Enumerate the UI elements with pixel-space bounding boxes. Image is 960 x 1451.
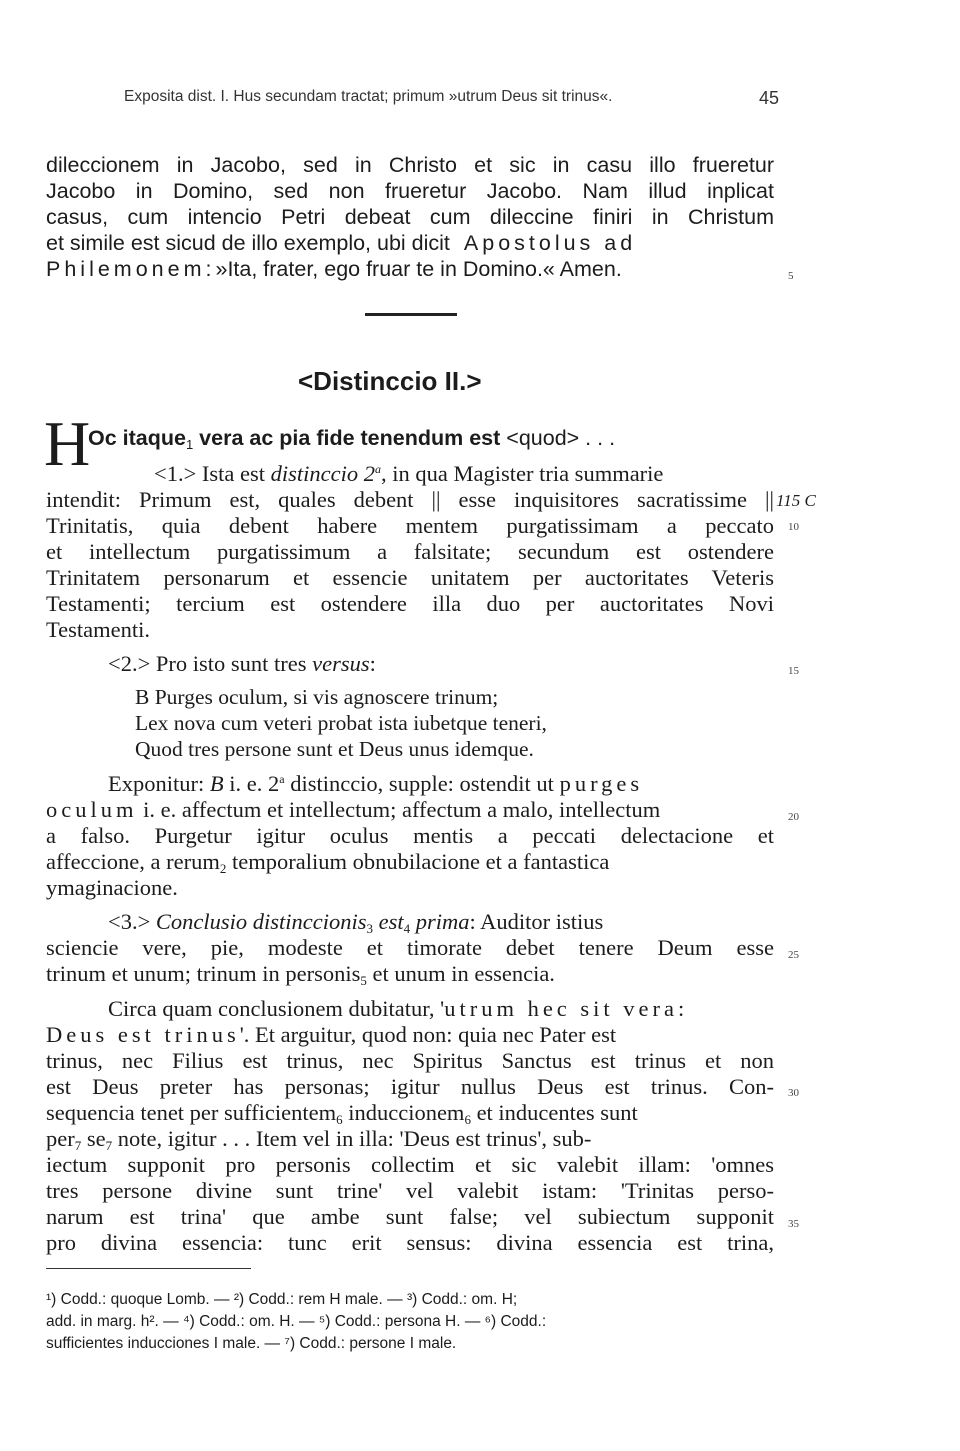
line-number: 15 — [788, 665, 799, 677]
text-line: Testamenti. — [46, 617, 151, 642]
text-line — [108, 909, 774, 935]
text-span: se — [81, 1126, 106, 1151]
text-span: et inducentes sunt — [470, 1100, 638, 1125]
text-span: Exponitur: — [108, 771, 210, 796]
line-number: 30 — [788, 1087, 799, 1099]
text-span: »Ita, frater, ego fruar te in Domino.« Amen. — [215, 257, 622, 281]
text-line: sciencie vere, pie, modeste et timorate debet tenere Deum esse — [46, 935, 774, 960]
text-span: i. e. affectum et intellectum; affectum a malo, intellectum — [137, 797, 661, 822]
text-line — [108, 771, 774, 797]
text-line: dileccionem in Jacobo, sed in Christo et sic in casu illo frueretur — [46, 153, 774, 177]
text-line — [46, 1100, 774, 1126]
section-heading: <Distinccio II.> — [298, 366, 482, 396]
text-line: est Deus preter has personas; igitur nullus Deus est trinus. Con- — [46, 1074, 774, 1099]
section-marker: <3.> — [108, 909, 151, 934]
drop-capital: H — [44, 408, 91, 479]
text-span: versus — [312, 651, 370, 676]
text-span: per — [46, 1126, 75, 1151]
text-span: est — [378, 909, 404, 934]
text-span: : — [369, 651, 376, 676]
spaced-word: oculum — [46, 797, 138, 822]
running-title: Exposita dist. I. Hus secundam tractat; primum »utrum Deus sit trinus«. — [124, 88, 613, 105]
text-line: intendit: Primum est, quales debent || esse inquisitores sacratissime || — [46, 487, 774, 512]
opening-line — [88, 425, 778, 451]
text-span: <quod> . . . — [506, 426, 616, 450]
subscript: 1 — [185, 437, 194, 452]
text-line: iectum supponit pro personis collectim et sic valebit illam: 'omnes — [46, 1152, 774, 1177]
text-line — [154, 461, 774, 487]
text-span: , in qua Magister tria summarie — [380, 461, 664, 486]
text-line — [108, 996, 774, 1022]
text-line: a falso. Purgetur igitur oculus mentis a peccati delectacione et — [46, 823, 774, 848]
footnote-rule — [46, 1268, 251, 1269]
text-line: Jacobo in Domino, sed non frueretur Jacobo. Nam illud inplicat — [46, 179, 774, 203]
text-span: note, igitur . . . Item vel in illa: 'Deus est trinus', sub- — [112, 1126, 592, 1151]
superscript: a — [279, 772, 285, 786]
footnote-line: add. in marg. h². — ⁴) Codd.: om. H. — ⁵) Codd.: persona H. — ⁶) Codd.: — [46, 1313, 547, 1330]
text-line: trinus, nec Filius est trinus, nec Spiritus Sanctus est trinus et non — [46, 1048, 774, 1073]
superscript: a — [374, 462, 381, 476]
text-span: trinum et unum; trinum in personis — [46, 961, 361, 986]
text-span: distinccio, supple: ostendit ut — [284, 771, 560, 796]
text-span: i. e. 2 — [223, 771, 280, 796]
text-line — [46, 961, 774, 987]
footnotes — [46, 1289, 786, 1355]
section-divider — [365, 313, 457, 316]
subscript: 6 — [336, 1112, 343, 1127]
spaced-phrase: Deus est trinus — [46, 1022, 240, 1047]
text-line: et intellectum purgatissimum a falsitate; secundum est ostendere — [46, 539, 774, 564]
text-span: vera ac pia fide tenendum est — [193, 426, 507, 450]
text-span: Pro isto sunt tres — [150, 651, 313, 676]
section-marker: <2.> — [108, 651, 151, 676]
page-number: 45 — [758, 88, 779, 108]
text-span: et simile est sicud de illo exemplo, ubi dicit — [46, 231, 450, 255]
text-line — [46, 1126, 774, 1152]
text-line: casus, cum intencio Petri debeat cum dileccine finiri in Christum — [46, 205, 774, 229]
text-line: tres persone divine sunt trine' vel valebit istam: 'Trinitas perso- — [46, 1178, 774, 1203]
running-header — [124, 88, 779, 106]
text-span: et unum in essencia. — [366, 961, 555, 986]
subscript: 3 — [366, 921, 374, 936]
line-number: 20 — [788, 811, 799, 823]
text-span: temporalium obnubilacione et a fantastica — [226, 849, 610, 874]
text-span: : Auditor istius — [469, 909, 604, 934]
text-line: pro divina essencia: tunc erit sensus: divina essencia est trina, — [46, 1230, 774, 1255]
text-span: prima — [415, 909, 470, 934]
text-line — [46, 797, 774, 823]
footnote-line: ¹) Codd.: quoque Lomb. — ²) Codd.: rem H male. — ³) Codd.: om. H; — [46, 1291, 518, 1308]
subscript: 5 — [360, 973, 367, 988]
subscript: 7 — [105, 1138, 113, 1153]
margin-reference: 115 C — [776, 491, 816, 510]
subscript: 6 — [464, 1112, 471, 1127]
line-number: 5 — [788, 270, 794, 282]
text-line: Trinitatem personarum et essencie unitatem per auctoritates Veteris — [46, 565, 774, 590]
spaced-word: purges — [559, 771, 644, 796]
text-span: Oc itaque — [88, 426, 186, 450]
spaced-phrase: utrum hec sit vera: — [444, 996, 689, 1021]
spaced-name: Philemonem: — [46, 257, 216, 281]
line-number: 35 — [788, 1218, 799, 1230]
text-line: narum est trina' que ambe sunt false; vel subiectum supponit — [46, 1204, 774, 1229]
verse-line: Quod tres persone sunt et Deus unus idemque. — [135, 737, 534, 761]
text-span: Conclusio distinccionis — [155, 909, 367, 934]
line-number: 25 — [788, 949, 799, 961]
text-span: B — [209, 771, 224, 796]
footnote-line: sufficientes inducciones I male. — ⁷) Codd.: persone I male. — [46, 1335, 457, 1352]
text-line: Testamenti; tercium est ostendere illa duo per auctoritates Novi — [46, 591, 774, 616]
text-span: sequencia tenet per sufficientem — [46, 1100, 337, 1125]
section-marker: <1.> — [154, 461, 197, 486]
text-line — [46, 230, 774, 256]
text-span: Ista est — [196, 461, 271, 486]
subscript: 4 — [403, 921, 411, 936]
spaced-name: Apostolus ad — [463, 231, 637, 255]
text-span: affeccione, a rerum — [46, 849, 220, 874]
verse-line: Lex nova cum veteri probat ista iubetque teneri, — [135, 711, 547, 735]
text-line — [108, 651, 774, 677]
subscript: 7 — [74, 1138, 82, 1153]
text-line: Trinitatis, quia debent habere mentem purgatissimam a peccato — [46, 513, 774, 538]
line-number: 10 — [788, 521, 799, 533]
text-span: '. Et arguitur, quod non: quia nec Pater est — [239, 1022, 617, 1047]
verse-line: B Purges oculum, si vis agnoscere trinum; — [135, 685, 499, 709]
text-span: Circa quam conclusionem dubitatur, ' — [108, 996, 445, 1021]
text-line — [46, 256, 774, 282]
text-line — [46, 849, 774, 875]
text-span: distinccio 2 — [270, 461, 375, 486]
text-span: induccionem — [342, 1100, 465, 1125]
subscript: 2 — [219, 861, 227, 876]
text-line: ymaginacione. — [46, 875, 178, 900]
text-line — [46, 1022, 774, 1048]
